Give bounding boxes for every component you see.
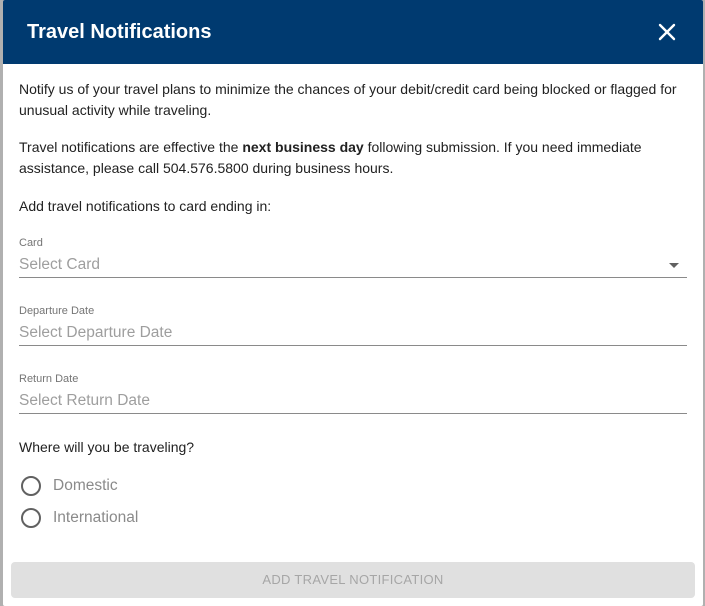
- card-label: Card: [19, 237, 43, 249]
- return-date-placeholder: Select Return Date: [19, 392, 150, 409]
- departure-date-placeholder: Select Departure Date: [19, 324, 173, 341]
- radio-international[interactable]: [21, 506, 138, 530]
- intro-paragraph: Notify us of your travel plans to minimize the chances of your debit/credit card being blocked or flagged for unusual activity while traveling.: [19, 81, 677, 118]
- card-placeholder: Select Card: [19, 256, 100, 273]
- add-travel-notification-button[interactable]: ADD TRAVEL NOTIFICATION: [11, 562, 695, 598]
- travel-notifications-dialog: [3, 0, 703, 606]
- effective-text-bold: next business day: [242, 139, 364, 155]
- radio-domestic-label: Domestic: [53, 477, 118, 494]
- return-date-field[interactable]: [19, 373, 687, 414]
- radio-circle-icon[interactable]: [21, 476, 41, 496]
- radio-international-label: International: [53, 509, 139, 526]
- radio-circle-icon[interactable]: [21, 508, 41, 528]
- return-date-label: Return Date: [19, 373, 79, 385]
- departure-date-field[interactable]: [19, 305, 687, 346]
- effective-text-after: following submission. If you need immediate assistance, please call 504.576.5800 during business hours.: [19, 139, 642, 176]
- close-button[interactable]: [653, 18, 681, 46]
- close-icon: [653, 18, 681, 46]
- dialog-title: Travel Notifications: [27, 21, 212, 43]
- card-instruction: Add travel notifications to card ending in:: [19, 198, 272, 214]
- card-select[interactable]: [19, 237, 687, 278]
- effective-date-paragraph: [19, 137, 689, 179]
- effective-text-before: Travel notifications are effective the: [19, 139, 243, 155]
- dropdown-arrow-icon: [669, 263, 679, 268]
- dialog-header: [3, 0, 703, 64]
- departure-date-label: Departure Date: [19, 305, 95, 317]
- destination-question: Where will you be traveling?: [19, 439, 195, 455]
- radio-domestic[interactable]: [21, 474, 118, 498]
